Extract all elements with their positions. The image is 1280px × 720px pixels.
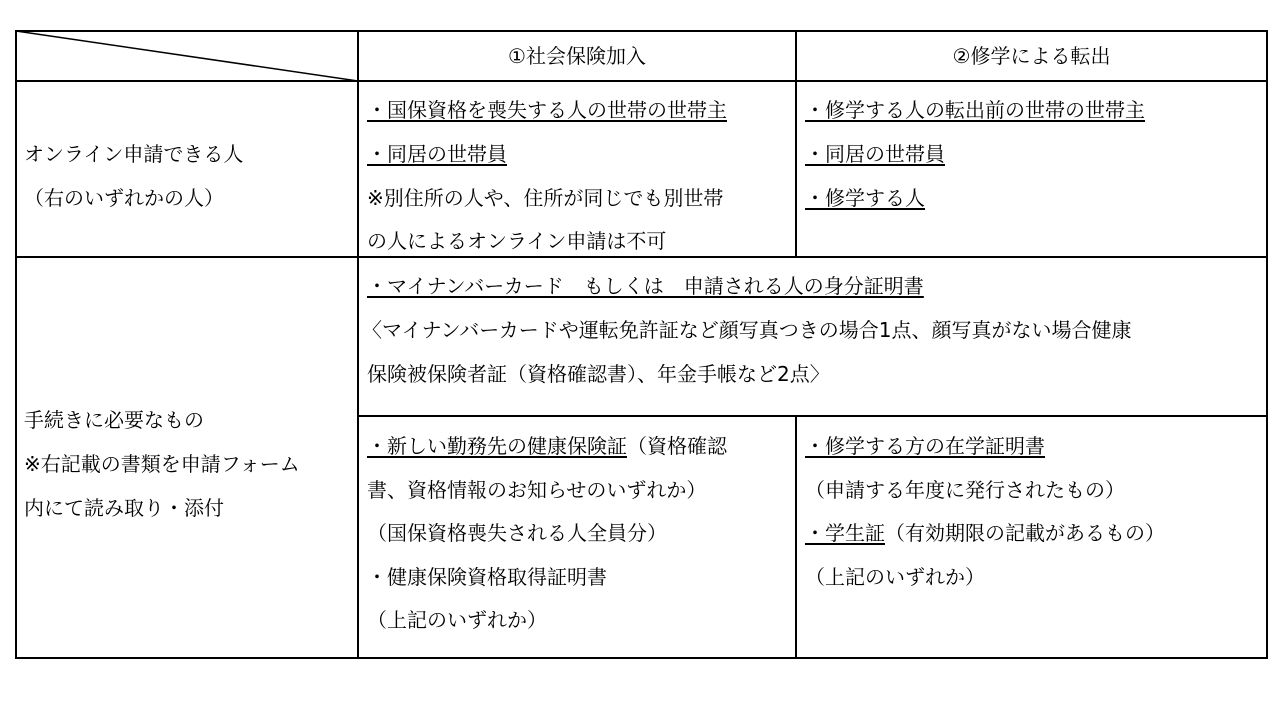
header-col2: ②修学による転出 bbox=[952, 44, 1111, 68]
row2-col2-underlined: ・修学する方の在学証明書 bbox=[805, 434, 1045, 458]
table-border-bottom bbox=[15, 657, 1268, 659]
row2-label-line: 内にて読み取り・添付 bbox=[24, 496, 224, 520]
row1-label-line: （右のいずれかの人） bbox=[24, 186, 224, 210]
row2-shared-line: ・マイナンバーカード もしくは 申請される人の身分証明書 bbox=[367, 274, 924, 298]
row1-col1-note: の人によるオンライン申請は不可 bbox=[367, 229, 667, 253]
row2-col1-rest: （資格確認 bbox=[627, 434, 727, 458]
table-divider-col2-bottom bbox=[795, 415, 797, 659]
row2-col2-line bbox=[805, 521, 1165, 545]
row1-col2-line: ・同居の世帯員 bbox=[805, 142, 945, 166]
row1-col2-line: ・修学する人 bbox=[805, 186, 925, 210]
row1-col1-line: ・国保資格を喪失する人の世帯の世帯主 bbox=[367, 98, 727, 122]
corner-diagonal bbox=[16, 31, 358, 81]
row2-shared-note: 〈マイナンバーカードや運転免許証など顔写真つきの場合1点、顔写真がない場合健康 bbox=[362, 318, 1132, 342]
row2-col1-line bbox=[367, 434, 727, 458]
table-border-left bbox=[15, 30, 17, 659]
table-divider-row1 bbox=[15, 256, 1268, 258]
row2-col1-line: 書、資格情報のお知らせのいずれか） bbox=[367, 478, 707, 502]
row2-col1-underlined: ・新しい勤務先の健康保険証 bbox=[367, 434, 627, 458]
row2-col2-line: （申請する年度に発行されたもの） bbox=[805, 478, 1125, 502]
row2-col2-underlined: ・学生証 bbox=[805, 521, 885, 545]
row1-col1-note: ※別住所の人や、住所が同じでも別世帯 bbox=[367, 186, 724, 210]
row1-col1-line: ・同居の世帯員 bbox=[367, 142, 507, 166]
row2-label-line: 手続きに必要なもの bbox=[24, 408, 204, 432]
row2-col2-rest: （有効期限の記載があるもの） bbox=[885, 521, 1165, 545]
table-divider-row2-shared bbox=[357, 415, 1268, 417]
row2-col1-line: ・健康保険資格取得証明書 bbox=[367, 565, 607, 589]
row2-shared-note: 保険被保険者証（資格確認書）、年金手帳など2点〉 bbox=[367, 362, 830, 386]
header-col1: ①社会保険加入 bbox=[508, 44, 646, 68]
table-border-right bbox=[1266, 30, 1268, 659]
table-divider-col1 bbox=[357, 30, 359, 659]
row1-col2-line: ・修学する人の転出前の世帯の世帯主 bbox=[805, 98, 1145, 122]
row2-col2-line: （上記のいずれか） bbox=[805, 565, 985, 589]
row2-col1-line: （上記のいずれか） bbox=[367, 608, 547, 632]
row2-col1-line: （国保資格喪失される人全員分） bbox=[367, 521, 667, 545]
row2-col2-line bbox=[805, 434, 1045, 458]
row1-label-line: オンライン申請できる人 bbox=[24, 142, 244, 166]
row2-label-line: ※右記載の書類を申請フォーム bbox=[24, 452, 300, 476]
